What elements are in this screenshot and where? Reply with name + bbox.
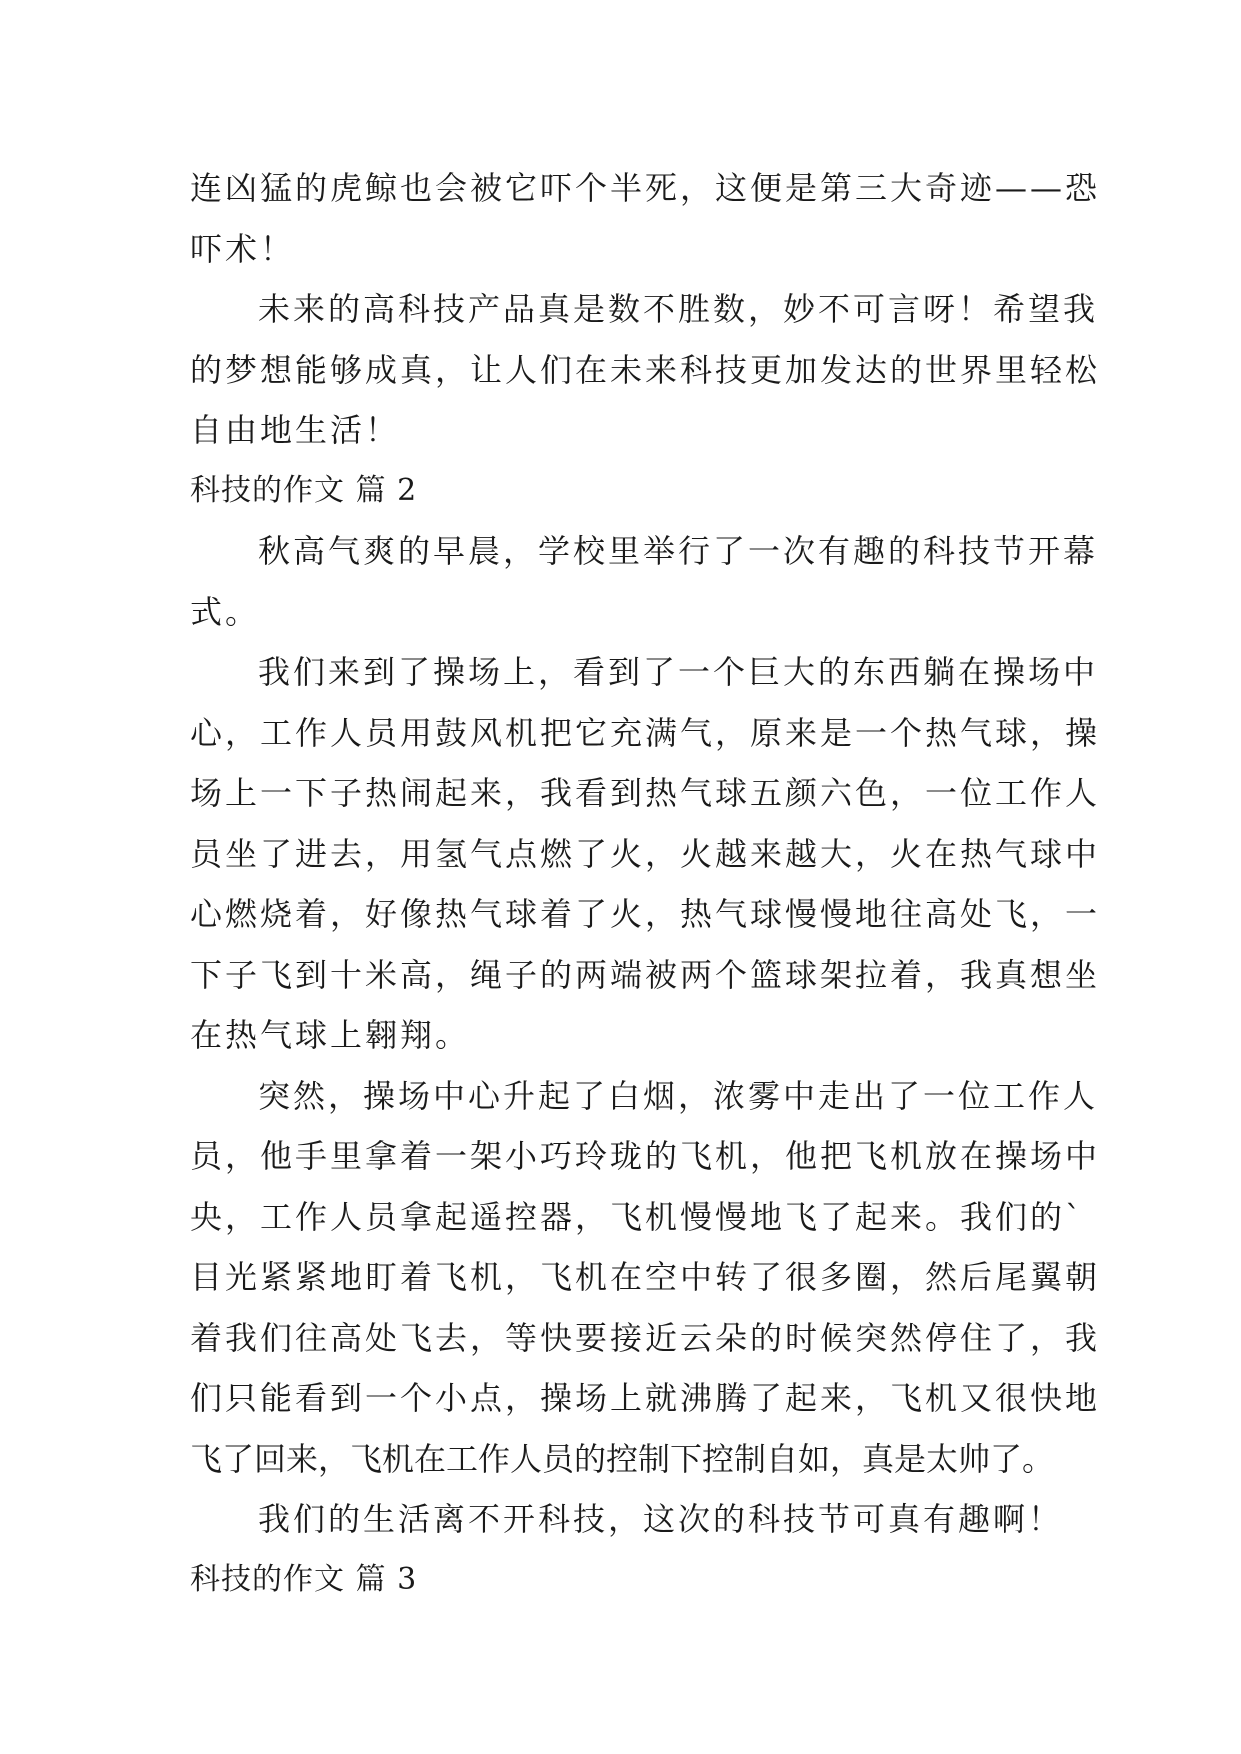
body-text-line: 着我们往高处飞去，等快要接近云朵的时候突然停住了，我 bbox=[190, 1318, 1101, 1357]
body-text-line: 未来的高科技产品真是数不胜数，妙不可言呀！希望我 bbox=[258, 290, 1099, 328]
body-text-line: 心燃烧着，好像热气球着了火，热气球慢慢地往高处飞，一 bbox=[190, 895, 1101, 933]
body-text-line: 的梦想能够成真，让人们在未来科技更加发达的世界里轻松 bbox=[190, 350, 1101, 389]
body-text-line: 在热气球上翱翔。 bbox=[190, 1016, 471, 1054]
body-text-line: 们只能看到一个小点，操场上就沸腾了起来，飞机又很快地 bbox=[190, 1379, 1101, 1417]
body-text-line: 式。 bbox=[190, 592, 261, 631]
body-text-line: 我们来到了操场上，看到了一个巨大的东西躺在操场中 bbox=[258, 653, 1099, 691]
body-text-line: 目光紧紧地盯着飞机，飞机在空中转了很多圈，然后尾翼朝 bbox=[190, 1258, 1101, 1296]
body-text-line: 飞了回来，飞机在工作人员的控制下控制自如，真是太帅了。 bbox=[190, 1439, 1055, 1478]
body-text-line: 央，工作人员拿起遥控器，飞机慢慢地飞了起来。我们的` bbox=[190, 1197, 1085, 1236]
body-text-line: 我们的生活离不开科技，这次的科技节可真有趣啊！ bbox=[258, 1500, 1064, 1538]
body-text-line: 下子飞到十米高，绳子的两端被两个篮球架拉着，我真想坐 bbox=[190, 955, 1101, 994]
body-text-line: 自由地生活！ bbox=[190, 411, 401, 449]
section-heading: 科技的作文 篇 2 bbox=[190, 472, 418, 508]
body-text-line: 员坐了进去，用氢气点燃了火，火越来越大，火在热气球中 bbox=[190, 834, 1101, 873]
body-text-line: 秋高气爽的早晨，学校里举行了一次有趣的科技节开幕 bbox=[258, 532, 1099, 570]
body-text-line: 吓术！ bbox=[190, 229, 296, 268]
section-heading: 科技的作文 篇 3 bbox=[190, 1561, 418, 1597]
body-text-line: 连凶猛的虎鲸也会被它吓个半死，这便是第三大奇迹——恐 bbox=[190, 169, 1101, 207]
body-text-line: 突然，操场中心升起了白烟，浓雾中走出了一位工作人 bbox=[258, 1076, 1099, 1115]
body-text-line: 员，他手里拿着一架小巧玲珑的飞机，他把飞机放在操场中 bbox=[190, 1137, 1101, 1175]
body-text-line: 心，工作人员用鼓风机把它充满气，原来是一个热气球，操 bbox=[190, 713, 1101, 752]
document-page bbox=[190, 158, 1101, 1610]
body-text-line: 场上一下子热闹起来，我看到热气球五颜六色，一位工作人 bbox=[190, 774, 1101, 812]
